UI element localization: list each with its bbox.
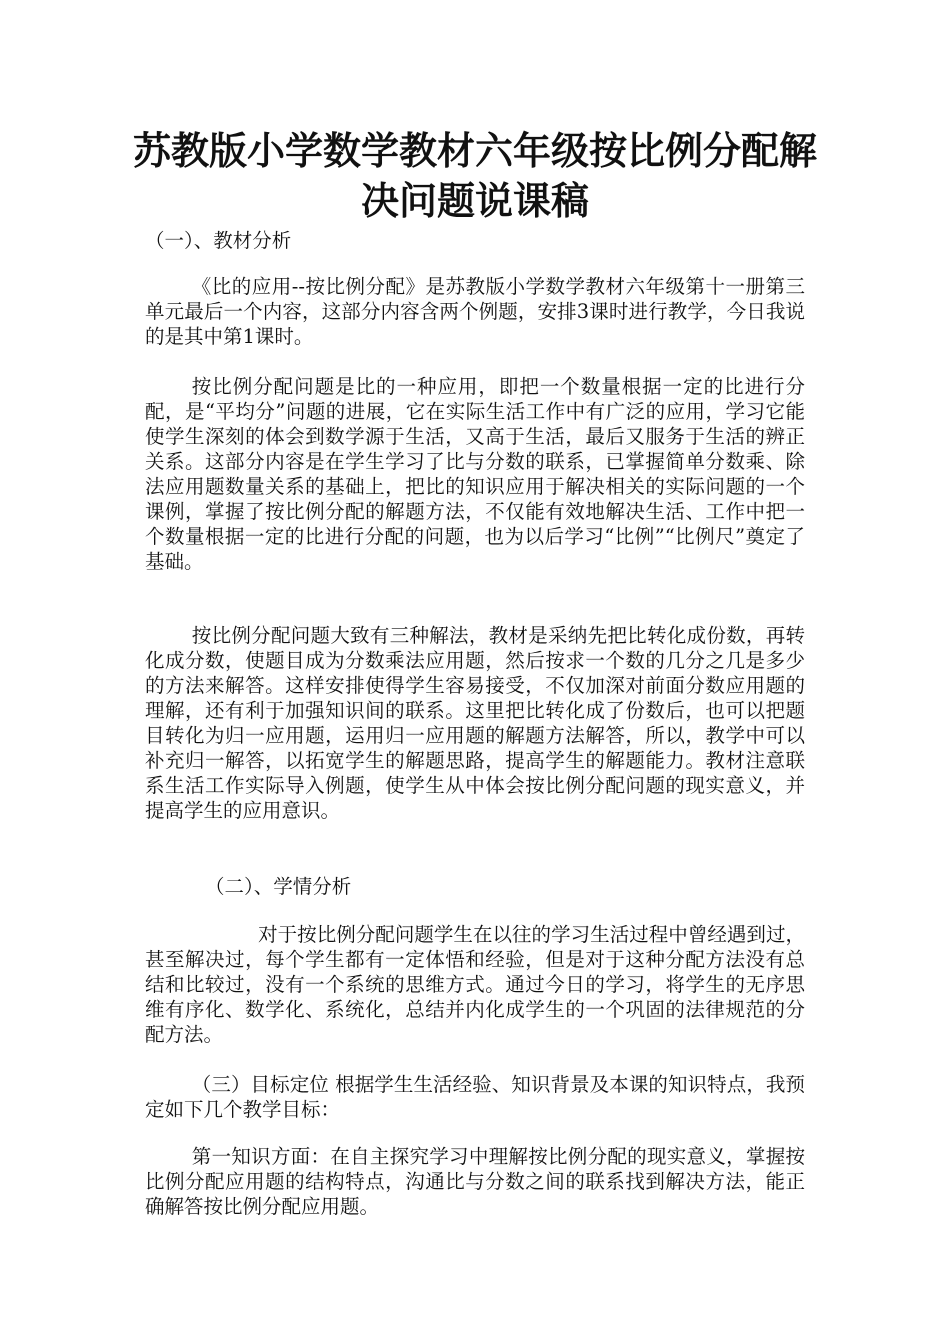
paragraph-goal-setting: （三）目标定位 根据学生生活经验、知识背景及本课的知识特点，我预定如下几个教学目标： [145, 1073, 805, 1121]
section-heading-student-analysis: （二）、学情分析 [205, 875, 352, 898]
paragraph-ratio-application: 按比例分配问题是比的一种应用，即把一个数量根据一定的比进行分配，是“平均分”问题的进展，它在实际生活工作中有广泛的应用，学习它能使学生深刻的体会到数学源于生活，又高于生活，最后又服务于生活的辨正关系。这部分内容是在学生学习了比与分数的联系，已掌握简单分数乘、除法应用题数量关系的基础上，把比的知识应用于解决相关的实际问题的一个课例，掌握了按比例分配的解题方法，不仅能有效地解决生活、工作中把一个数量根据一定的比进行分配的问题，也为以后学习“比例”“比例尺”奠定了基础。 [145, 375, 805, 573]
document-title: 苏教版小学数学教材六年级按比例分配解决问题说课稿 [132, 128, 817, 223]
paragraph-student-experience: 对于按比例分配问题学生在以往的学习生活过程中曾经遇到过，甚至解决过，每个学生都有一定体悟和经验，但是对于这种分配方法没有总结和比较过，没有一个系统的思维方式。通过今日的学习，将学生的无序思维有序化、数学化、系统化，总结并内化成学生的一个巩固的法律规范的分配方法。 [145, 923, 805, 1046]
paragraph-lesson-intro: 《比的应用--按比例分配》是苏教版小学数学教材六年级第十一册第三单元最后一个内容，这部分内容含两个例题，安排3课时进行教学，今日我说的是其中第1课时。 [145, 275, 805, 348]
section-heading-textbook-analysis: （一）、教材分析 [145, 229, 292, 252]
paragraph-knowledge-goal: 第一知识方面：在自主探究学习中理解按比例分配的现实意义，掌握按比例分配应用题的结构特点，沟通比与分数之间的联系找到解决方法，能正确解答按比例分配应用题。 [145, 1145, 805, 1218]
paragraph-solution-methods: 按比例分配问题大致有三种解法，教材是采纳先把比转化成份数，再转化成分数，使题目成为分数乘法应用题，然后按求一个数的几分之几是多少的方法来解答。这样安排使得学生容易接受，不仅加深对前面分数应用题的理解，还有利于加强知识间的联系。这里把比转化成了份数后，也可以把题目转化为归一应用题，运用归一应用题的解题方法解答，所以，教学中可以补充归一解答，以拓宽学生的解题思路，提高学生的解题能力。教材注意联系生活工作实际导入例题，使学生从中体会按比例分配问题的现实意义，并提高学生的应用意识。 [145, 624, 805, 822]
